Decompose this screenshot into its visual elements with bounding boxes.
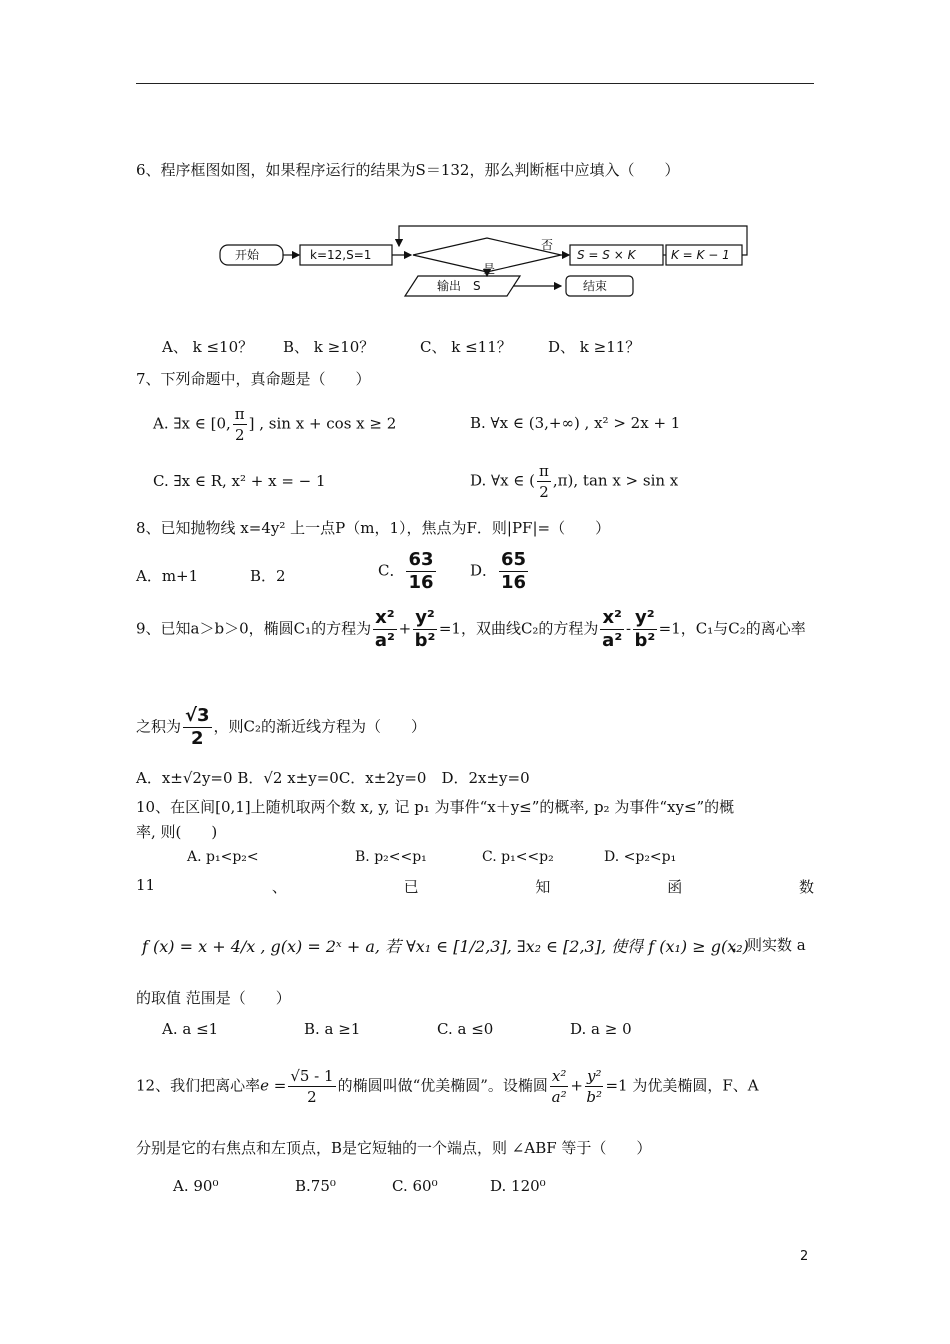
q12-option-c: C. 60⁰ (392, 1177, 438, 1195)
q11-text: 11 、 已 知 函 数 (136, 876, 814, 896)
q11-option-c: C. a ≤0 (437, 1020, 494, 1038)
flow-no-label: 否 (541, 238, 554, 252)
q7-text: 7、下列命题中，真命题是（ ） (136, 370, 371, 388)
q6-option-c: C、 k ≤11？ (420, 338, 512, 356)
flow-start-label: 开始 (235, 248, 260, 262)
flow-k-label: K = K − 1 (671, 248, 730, 262)
q8-option-d: D． $\frac{65}{16}$ (470, 549, 527, 593)
flow-yes-label: 是 (483, 262, 496, 276)
q10-text: 10、在区间[0,1]上随机取两个数 x, y, 记 p₁ 为事件“x＋y≤”的概率, p₂ 为事件“xy≤”的概 (136, 798, 735, 816)
q7-option-c: C. ∃x ∈ R, x² + x = − 1 (153, 472, 326, 490)
flow-output-label: 输出 S (437, 279, 481, 293)
q11-option-d: D. a ≥ 0 (570, 1020, 632, 1038)
q12-text: 12、我们把离心率e = $\frac{√5 - 1}{2}$ 的椭圆叫做“优美椭圆”。设椭圆 $\frac{\text{x²}}{\text{a²}}$ + $\frac{\text{y²}}{\text{b²}}$ =1 为优美椭圆，F、A (136, 1067, 759, 1106)
q12-text-line2: 分别是它的右焦点和左顶点，B是它短轴的一个端点，则 ∠ABF 等于（ ） (136, 1139, 652, 1157)
q6-option-d: D、 k ≥11？ (548, 338, 641, 356)
q11-option-b: B. a ≥1 (304, 1020, 361, 1038)
q11-text-line3: 的取值 范围是（ ） (136, 989, 291, 1007)
q7-option-b: B. ∀x ∈ (3,+∞) , x² > 2x + 1 (470, 414, 681, 432)
flow-s-label: S = S × K (577, 248, 636, 262)
q6-option-a: A、 k ≤10？ (162, 338, 254, 356)
q10-option-c: C. p₁<<p₂ (482, 849, 554, 865)
q7-option-d: D. ∀x ∈ ( $\frac{\pi}{2}$ ,π), tan x > sin x (470, 462, 679, 501)
q12-option-a: A. 90⁰ (173, 1177, 219, 1195)
q11-option-a: A. a ≤1 (162, 1020, 219, 1038)
q7-option-a: A. ∃x ∈ [0, $\frac{\pi}{2}$ ] , sin x + cos x ≥ 2 (153, 405, 397, 444)
header-rule (136, 83, 814, 84)
q8-option-a: A．m+1 (136, 567, 199, 585)
q9-text-line2: 之积为 $\frac{√3}{2}$ ，则C₂的渐近线方程为（ ） (136, 705, 427, 749)
q9-options: A．x±√2y=0 B．√2 x±y=0C．x±2y=0 D．2x±y=0 (136, 769, 530, 787)
q8-text: 8、已知抛物线 x=4y² 上一点P（m，1），焦点为F．则|PF|=（ ） (136, 519, 611, 537)
q12-option-d: D. 120⁰ (490, 1177, 546, 1195)
q11-formula: f (x) = x + 4/x , g(x) = 2ˣ + a, 若 ∀x₁ ∈ [1/2,3], ∃x₂ ∈ [2,3], 使得 f (x₁) ≥ g(x₂) (142, 937, 749, 956)
q10-option-b: B. p₂<<p₁ (355, 849, 427, 865)
q9-text: 9、已知a＞b＞0，椭圆C₁的方程为 $\frac{\text{x²}}{\text{a²}}$ + $\frac{\text{y²}}{\text{b²}}$ =1，双曲线C₂的方程为 $\frac{\text{x²}}{\text{a²}}$ - $\frac{\text{y²}}{\text{b²}}$ =1，C₁与C₂的离心率 (136, 607, 806, 651)
page-number: 2 (800, 1249, 809, 1264)
q6-option-b: B、 k ≥10？ (283, 338, 375, 356)
flow-end-label: 结束 (583, 279, 608, 293)
flowchart (215, 218, 755, 302)
q10-option-d: D. <p₂<p₁ (604, 849, 677, 865)
q10-option-a: A. p₁<p₂< (187, 849, 259, 865)
q8-option-c: C． $\frac{63}{16}$ (378, 549, 434, 593)
q10-text-line2: 率, 则( ) (136, 823, 218, 841)
q12-option-b: B.75⁰ (295, 1177, 336, 1195)
q8-option-b: B．2 (250, 567, 286, 585)
q11-formula-tail: ，则实数 a (732, 936, 806, 954)
flow-init-label: k=12,S=1 (310, 248, 372, 262)
q6-text: 6、程序框图如图，如果程序运行的结果为S＝132，那么判断框中应填入（ ） (136, 161, 680, 179)
